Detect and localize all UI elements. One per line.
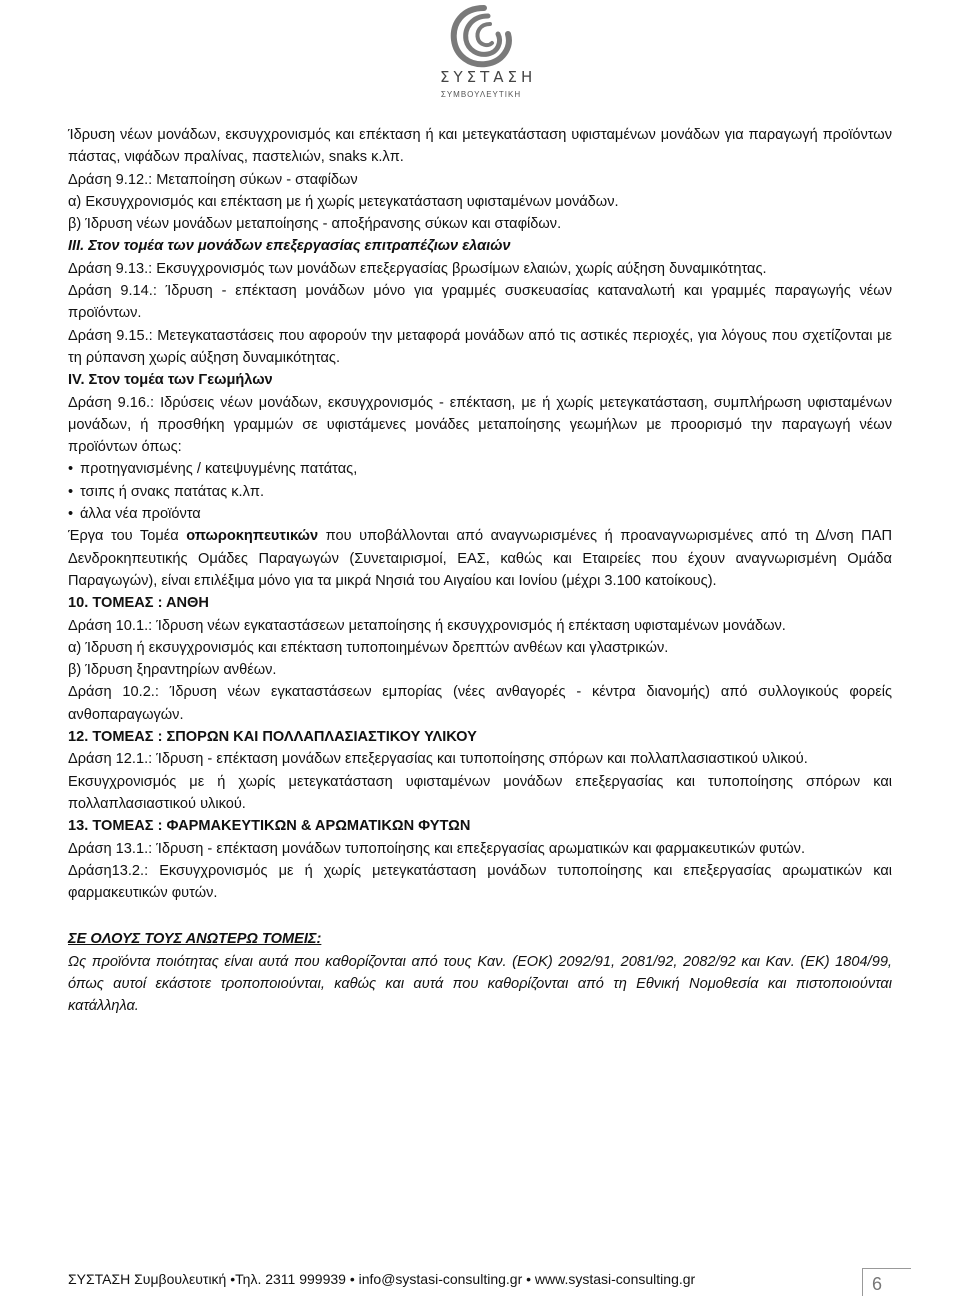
paragraph: Δράση 9.16.: Ιδρύσεις νέων μονάδων, εκσυγχρονισμός - επέκταση, με ή χωρίς μετεγκατάσταση, συμπλήρωση υφισταμένων μονάδων, ή προσθήκη γραμμών σε υφιστάμενες μονάδες μεταποίησης γεωμήλων με προορισμό την παραγωγή νέων προϊόντων όπως: <box>68 394 892 456</box>
spacer <box>68 904 892 928</box>
paragraph: Δράση 9.15.: Μετεγκαταστάσεις που αφορούν την μεταφορά μονάδων από τις αστικές περιοχές, για λόγους που σχετίζονται με τη ρύπανση χωρίς αύξηση δυναμικότητας. <box>68 327 892 366</box>
list-item: β) Ίδρυση νέων μονάδων μεταποίησης - αποξήρανσης σύκων και σταφίδων. <box>68 216 562 233</box>
text-run: που υποβάλλονται από αναγνωρισμένες ή προαναγνωρισμένες από τη Δ/νση ΠΑΠ Δενδροκηπευτικής Ομάδες Παραγωγών (Συνεταιρισμοί, ΕΑΣ, καθώς και Εταιρείες που έχουν αναγνωρισμένη Ομάδα Παραγωγών), είναι επιλέξιμα μόνο για τα μικρά Νησιά του Αιγαίου και Ιονίου (μέχρι 3.100 κατοίκους). <box>68 528 892 589</box>
bullet-text: • άλλα νέα προϊόντα <box>68 506 201 522</box>
section-heading: IV. Στον τομέα των Γεωμήλων <box>68 372 273 389</box>
bullet-item <box>68 503 892 525</box>
bullet-item <box>68 481 892 503</box>
page-number: 6 <box>872 1274 883 1294</box>
logo-subtitle: ΣΥΜΒΟΥΛΕΥΤΙΚΗ <box>440 90 522 99</box>
section-heading: 12. ΤΟΜΕΑΣ : ΣΠΟΡΩΝ ΚΑΙ ΠΟΛΛΑΠΛΑΣΙΑΣΤΙΚΟΥ ΥΛΙΚΟΥ <box>68 729 477 746</box>
bullet-text: • τσιπς ή σνακς πατάτας κ.λπ. <box>68 484 264 500</box>
logo-title: ΣΥΣΤΑΣΗ <box>440 68 537 86</box>
paragraph: Δράση 10.2.: Ίδρυση νέων εγκαταστάσεων εμπορίας (νέες ανθαγορές - κέντρα διανομής) από συλλογικούς φορείς ανθοπαραγωγών. <box>68 684 892 723</box>
action-heading: Δράση 9.12.: Μεταποίηση σύκων - σταφίδων <box>68 171 358 188</box>
bold-term: οπωροκηπευτικών <box>186 528 319 545</box>
paragraph: Ίδρυση νέων μονάδων, εκσυγχρονισμός και επέκταση ή και μετεγκατάσταση υφισταμένων μονάδων για παραγωγή προϊόντων πάστας, νιφάδων πραλίνας, παστελιών, snaks κ.λπ. <box>68 127 892 166</box>
paragraph: Εκσυγχρονισμός με ή χωρίς μετεγκατάσταση υφισταμένων μονάδων επεξεργασίας και τυποποίησης σπόρων και πολλαπλασιαστικού υλικού. <box>68 773 892 812</box>
list-item: α) Εκσυγχρονισμός και επέκταση με ή χωρίς μετεγκατάσταση υφισταμένων μονάδων. <box>68 193 619 210</box>
paragraph: Δράση 9.14.: Ίδρυση - επέκταση μονάδων μόνο για γραμμές συσκευασίας καταναλωτή και γραμμές παραγωγής νέων προϊόντων. <box>68 283 892 322</box>
bullet-text: • προτηγανισμένης / κατεψυγμένης πατάτας, <box>68 461 357 477</box>
document-body <box>68 124 892 1018</box>
paragraph: Ως προϊόντα ποιότητας είναι αυτά που καθορίζονται από τους Καν. (ΕΟΚ) 2092/91, 2081/92, 2082/92 και Καν. (ΕΚ) 1804/99, όπως αυτοί εκάστοτε τροποποιούνται, καθώς και αυτά που καθορίζονται από τη Εθνική Νομοθεσία και πιστοποιούνται κατάλληλα. <box>68 953 892 1015</box>
paragraph: Δράση 10.1.: Ίδρυση νέων εγκαταστάσεων μεταποίησης ή εκσυγχρονισμός ή επέκταση υφισταμένων μονάδων. <box>68 617 786 634</box>
footer-contact: ΣΥΣΤΑΣΗ Συμβουλευτική •Τηλ. 2311 999939 • info@systasi-consulting.gr • www.systasi-consulting.gr <box>68 1271 696 1287</box>
paragraph <box>68 525 892 592</box>
bullet-item <box>68 458 892 480</box>
section-heading: 13. ΤΟΜΕΑΣ : ΦΑΡΜΑΚΕΥΤΙΚΩΝ & ΑΡΩΜΑΤΙΚΩΝ ΦΥΤΩΝ <box>68 818 471 835</box>
company-logo <box>440 4 537 106</box>
section-heading: III. Στον τομέα των μονάδων επεξεργασίας επιτραπέζιων ελαιών <box>68 238 511 255</box>
section-heading: 10. ΤΟΜΕΑΣ : ΑΝΘΗ <box>68 595 209 612</box>
paragraph: Δράση13.2.: Εκσυγχρονισμός με ή χωρίς μετεγκατάσταση μονάδων τυποποίησης και επεξεργασίας αρωματικών και φαρμακευτικών φυτών. <box>68 862 892 902</box>
text-run: Έργα του Τομέα <box>68 528 187 545</box>
paragraph: Δράση 9.13.: Εκσυγχρονισμός των μονάδων επεξεργασίας βρωσίμων ελαιών, χωρίς αύξηση δυναμικότητας. <box>68 260 767 277</box>
paragraph: Δράση 12.1.: Ίδρυση - επέκταση μονάδων επεξεργασίας και τυποποίησης σπόρων και πολλαπλασιαστικού υλικού. <box>68 751 808 768</box>
paragraph: Δράση 13.1.: Ίδρυση - επέκταση μονάδων τυποποίησης και επεξεργασίας αρωματικών και φαρμακευτικών φυτών. <box>68 840 806 857</box>
section-heading: ΣΕ ΟΛΟΥΣ ΤΟΥΣ ΑΝΩΤΕΡΩ ΤΟΜΕΙΣ: <box>68 931 322 948</box>
list-item: β) Ίδρυση ξηραντηρίων ανθέων. <box>68 662 277 679</box>
page-number-box <box>862 1268 911 1296</box>
list-item: α) Ίδρυση ή εκσυγχρονισμός και επέκταση τυποποιημένων δρεπτών ανθέων και γλαστρικών. <box>68 639 669 656</box>
spiral-logo-icon <box>444 4 526 70</box>
